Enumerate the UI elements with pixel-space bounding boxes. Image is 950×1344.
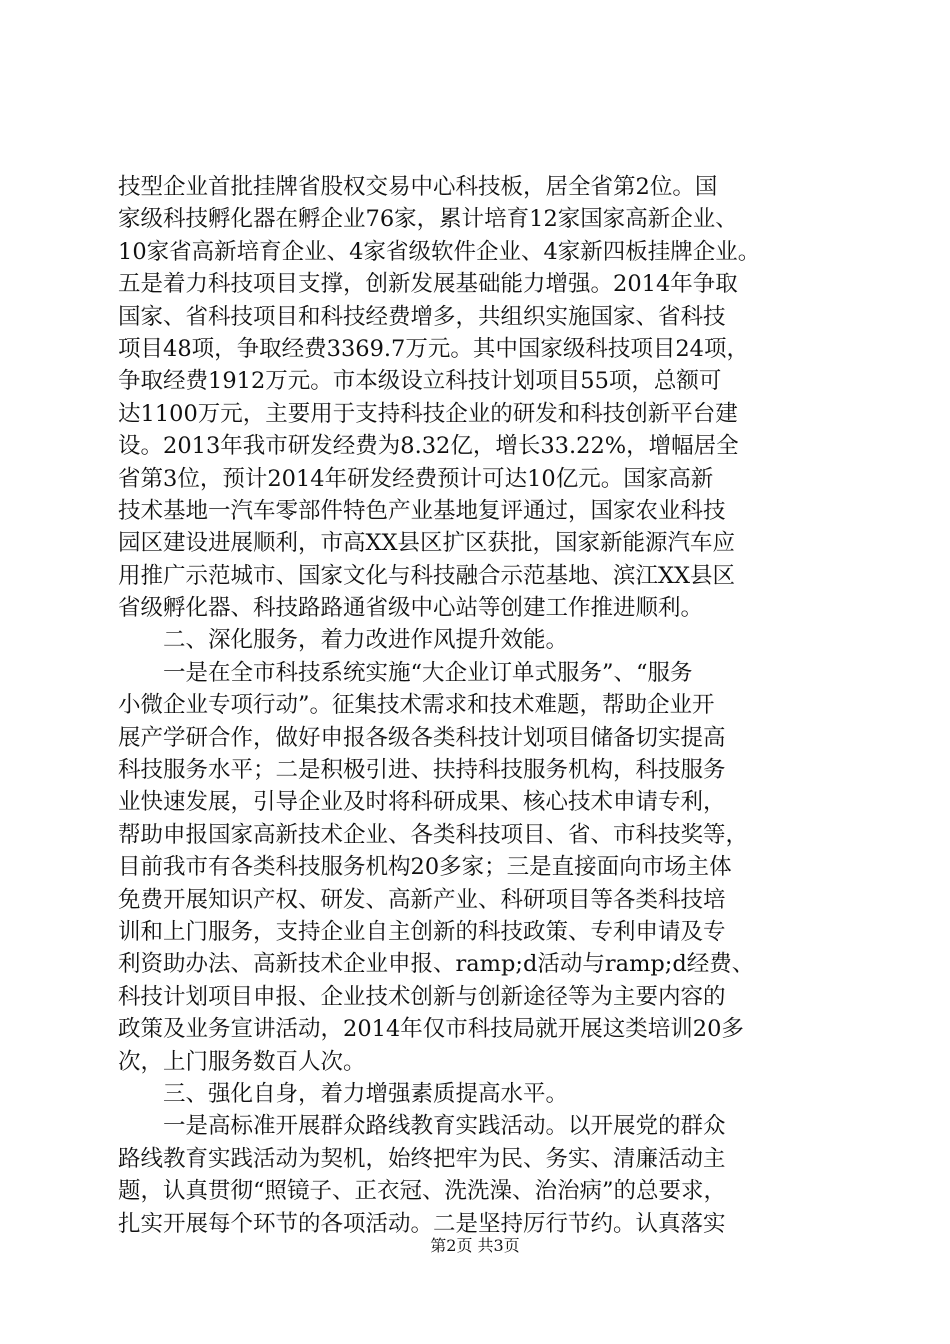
text-line-16: 一是在全市科技系统实施“大企业订单式服务”、“服务 — [163, 659, 693, 686]
section-heading-3: 三、强化自身，着力增强素质提高水平。 — [163, 1080, 569, 1107]
text-line-19: 科技服务水平；二是积极引进、扶持科技服务机构，科技服务 — [118, 757, 726, 784]
text-line-3: 10家省高新培育企业、4家省级软件企业、4家新四板挂牌企业。 — [118, 238, 761, 265]
text-line-33: 扎实开展每个环节的各项活动。二是坚持厉行节约。认真落实 — [118, 1210, 726, 1237]
text-line-28: 次，上门服务数百人次。 — [118, 1048, 366, 1075]
page-footer: 第2页 共3页 — [430, 1236, 520, 1255]
text-line-5: 国家、省科技项目和科技经费增多，共组织实施国家、省科技 — [118, 303, 726, 330]
document-body — [118, 171, 834, 1240]
text-line-17: 小微企业专项行动”。征集技术需求和技术难题，帮助企业开 — [118, 692, 715, 719]
text-line-23: 免费开展知识产权、研发、高新产业、科研项目等各类科技培 — [118, 886, 726, 913]
text-line-12: 园区建设进展顺利，市高XX县区扩区获批，国家新能源汽车应 — [118, 530, 736, 557]
text-line-4: 五是着力科技项目支撑，创新发展基础能力增强。2014年争取 — [118, 271, 738, 298]
text-line-10: 省第3位，预计2014年研发经费预计可达10亿元。国家高新 — [118, 465, 714, 492]
text-line-9: 设。2013年我市研发经费为8.32亿，增长33.22%，增幅居全 — [118, 433, 739, 460]
text-line-20: 业快速发展，引导企业及时将科研成果、核心技术申请专利， — [118, 789, 726, 816]
text-line-27: 政策及业务宣讲活动，2014年仅市科技局就开展这类培训20多 — [118, 1016, 744, 1043]
text-line-32: 题，认真贯彻“照镜子、正衣冠、洗洗澡、治治病”的总要求， — [118, 1178, 727, 1205]
text-line-18: 展产学研合作，做好申报各级各类科技计划项目储备切实提高 — [118, 724, 726, 751]
text-line-31: 路线教育实践活动为契机，始终把牢为民、务实、清廉活动主 — [118, 1145, 726, 1172]
text-line-25: 利资助办法、高新技术企业申报、ramp;d活动与ramp;d经费、 — [118, 951, 755, 978]
text-line-30: 一是高标准开展群众路线教育实践活动。以开展党的群众 — [163, 1113, 726, 1140]
text-line-6: 项目48项，争取经费3369.7万元。其中国家级科技项目24项， — [118, 335, 749, 362]
text-line-24: 训和上门服务，支持企业自主创新的科技政策、专利申请及专 — [118, 918, 726, 945]
text-line-14: 省级孵化器、科技路路通省级中心站等创建工作推进顺利。 — [118, 595, 704, 622]
text-line-1: 技型企业首批挂牌省股权交易中心科技板，居全省第2位。国 — [118, 174, 718, 200]
text-line-2: 家级科技孵化器在孵企业76家，累计培育12家国家高新企业、 — [118, 206, 738, 233]
text-line-21: 帮助申报国家高新技术企业、各类科技项目、省、市科技奖等， — [118, 821, 749, 848]
text-line-13: 用推广示范城市、国家文化与科技融合示范基地、滨江XX县区 — [118, 562, 736, 589]
text-line-22: 目前我市有各类科技服务机构20多家；三是直接面向市场主体 — [118, 854, 732, 881]
section-heading-2: 二、深化服务，着力改进作风提升效能。 — [163, 627, 569, 654]
text-line-8: 达1100万元，主要用于支持科技企业的研发和科技创新平台建 — [118, 400, 738, 427]
text-line-7: 争取经费1912万元。市本级设立科技计划项目55项，总额可 — [118, 368, 722, 395]
text-line-11: 技术基地一汽车零部件特色产业基地复评通过，国家农业科技 — [118, 497, 726, 524]
text-line-26: 科技计划项目申报、企业技术创新与创新途径等为主要内容的 — [118, 983, 726, 1010]
